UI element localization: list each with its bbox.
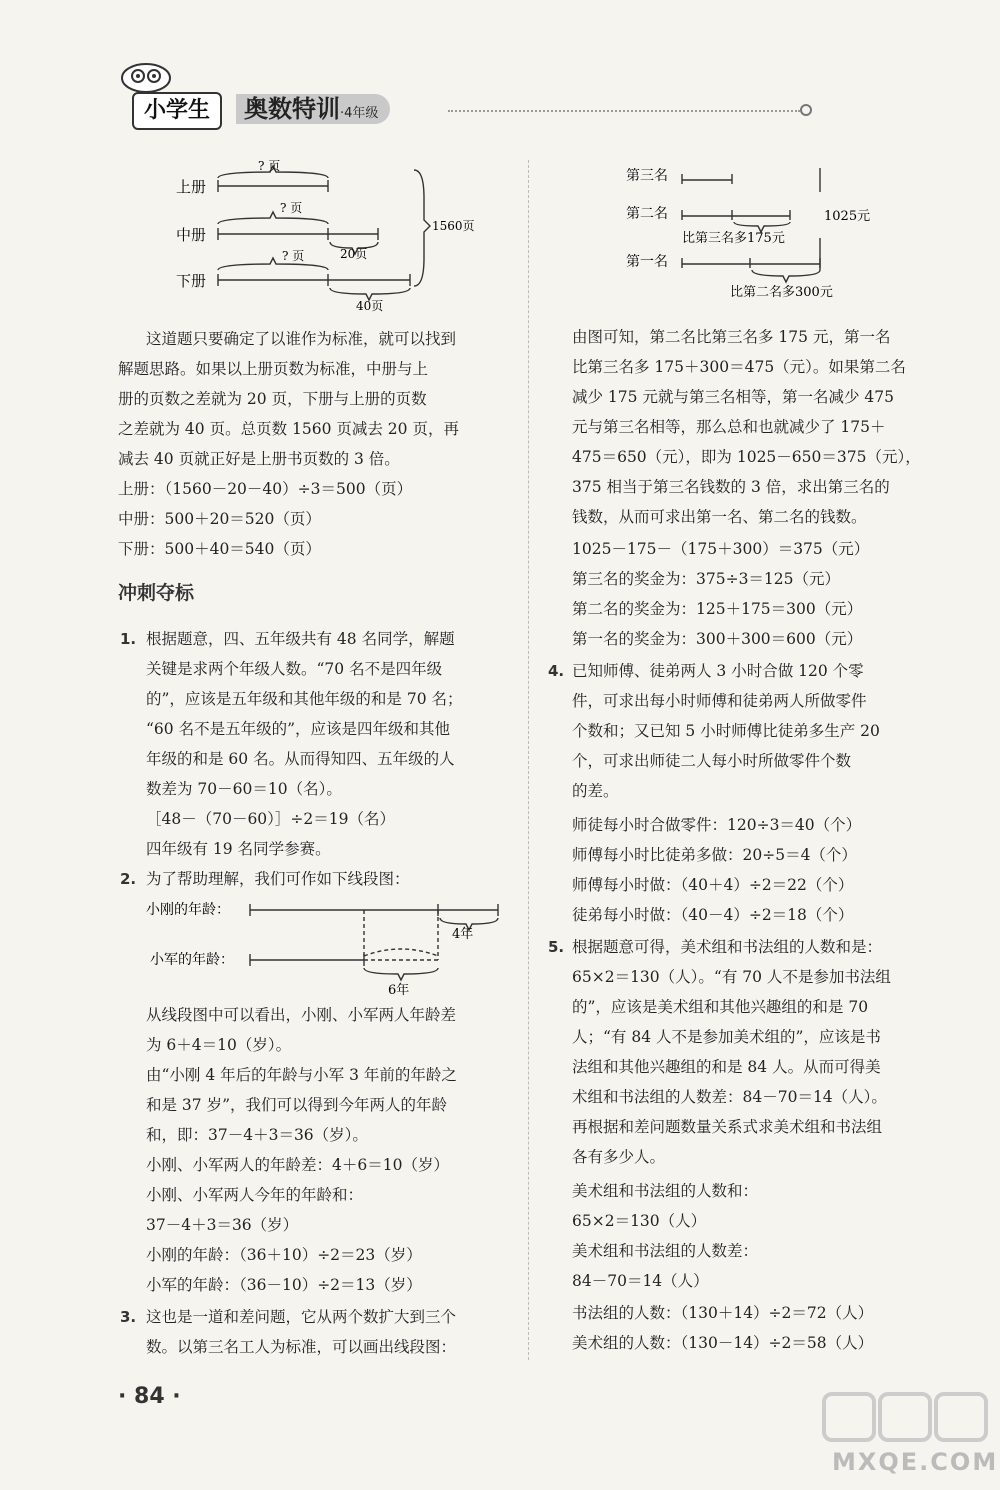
item-number: 1. (120, 630, 137, 648)
body-line: 的”，应该是美术组和其他兴趣组的和是 70 (572, 998, 869, 1016)
formula-line: 小刚、小军两人今年的年龄和： (146, 1186, 364, 1204)
body-line: 由图可知，第二名比第三名多 175 元，第一名 (572, 328, 891, 346)
body-line: 册的页数之差就为 20 页，下册与上册的页数 (118, 390, 427, 408)
header-rule-end (800, 104, 812, 116)
total-prize: 1025元 (824, 209, 871, 224)
body-line: 四年级有 19 名同学参赛。 (146, 840, 331, 858)
formula-line: 第三名的奖金为：375÷3＝125（元） (572, 570, 841, 588)
diff-175-label: 比第三名多175元 (682, 231, 785, 246)
prize-diagram (620, 158, 900, 308)
body-line: 和是 37 岁”，我们可以得到今年两人的年龄 (146, 1096, 448, 1114)
section-title: 冲刺夺标 (118, 582, 195, 604)
item-number: 2. (120, 870, 137, 888)
title-text: 奥数特训 (244, 95, 340, 123)
six-years-label: 6年 (388, 983, 410, 998)
body-line: 减去 40 页就正好是上册书页数的 3 倍。 (118, 450, 400, 468)
body-line: 已知师傅、徒弟两人 3 小时合做 120 个零 (572, 662, 864, 680)
body-line: 钱数，从而可求出第一名、第二名的钱数。 (572, 508, 867, 526)
formula-line: 师傅每小时做：（40＋4）÷2＝22（个） (572, 876, 854, 894)
formula-line: 37－4＋3＝36（岁） (146, 1216, 299, 1234)
first-place-label: 第一名 (626, 254, 668, 270)
formula-line: 上册：（1560－20－40）÷3＝500（页） (118, 480, 413, 498)
formula-line: 小刚的年龄：（36＋10）÷2＝23（岁） (146, 1246, 422, 1264)
third-place-label: 第三名 (626, 168, 668, 184)
formula-line: ［48－（70－60）］÷2＝19（名） (146, 810, 395, 828)
vol3-label: 下册 (176, 272, 207, 290)
vol1-label: 上册 (176, 178, 207, 196)
formula-line: 美术组的人数：（130－14）÷2＝58（人） (572, 1334, 874, 1352)
body-line: 各有多少人。 (572, 1148, 666, 1166)
body-line: 再根据和差问题数量关系式求美术组和书法组 (572, 1118, 883, 1136)
body-line: 减少 175 元就与第三名相等，第一名减少 475 (572, 388, 894, 406)
body-line: 件，可求出每小时师傅和徒弟两人所做零件 (572, 692, 867, 710)
owl-mascot-icon (120, 58, 172, 92)
body-line: 数差为 70－60＝10（名）。 (146, 780, 342, 798)
body-line: 人；“有 84 人不是参加美术组的”，应该是书 (572, 1028, 881, 1046)
grade-label: ·4年级 (340, 106, 379, 121)
vol1-question: ? 页 (258, 159, 281, 173)
body-line: 为 6＋4＝10（岁）。 (146, 1036, 292, 1054)
formula-line: 中册：500＋20＝520（页） (118, 510, 321, 528)
book-title (236, 94, 390, 124)
four-years-label: 4年 (452, 927, 474, 942)
body-line: 数。以第三名工人为标准，可以画出线段图： (146, 1338, 457, 1356)
xiaojun-age-label: 小军的年龄： (150, 952, 234, 968)
body-line: 这道题只要确定了以谁作为标准，就可以找到 (146, 330, 457, 348)
watermark-text: MXQE.COM (832, 1448, 999, 1476)
formula-line: 师傅每小时比徒弟多做：20÷5＝4（个） (572, 846, 857, 864)
item-number: 4. (548, 662, 565, 680)
body-line: 个，可求出师徒二人每小时所做零件个数 (572, 752, 852, 770)
page-header (118, 58, 818, 128)
body-line: 根据题意，四、五年级共有 48 名同学，解题 (146, 630, 455, 648)
ages-diagram (146, 894, 516, 998)
vol2-question: ? 页 (280, 201, 303, 215)
body-line: 375 相当于第三名钱数的 3 倍，求出第三名的 (572, 478, 890, 496)
vol3-question: ? 页 (282, 249, 305, 263)
body-line: 的”，应该是五年级和其他年级的和是 70 名； (146, 690, 463, 708)
formula-line: 书法组的人数：（130＋14）÷2＝72（人） (572, 1304, 874, 1322)
xiaogang-age-label: 小刚的年龄： (146, 902, 230, 918)
formula-line: 65×2＝130（人） (572, 1212, 707, 1230)
header-rule (448, 110, 800, 112)
formula-line: 小刚、小军两人的年龄差：4＋6＝10（岁） (146, 1156, 449, 1174)
body-line: “60 名不是五年级的”，应该是四年级和其他 (146, 720, 450, 738)
formula-line: 师徒每小时合做零件：120÷3＝40（个） (572, 816, 862, 834)
vol2-diff: 20页 (340, 247, 368, 261)
book-pages-diagram (170, 158, 500, 318)
vol3-diff: 40页 (356, 299, 384, 313)
vol2-label: 中册 (176, 226, 207, 244)
body-line: 个数和；又已知 5 小时师傅比徒弟多生产 20 (572, 722, 880, 740)
brand-label: 小学生 (132, 92, 222, 130)
body-line: 的差。 (572, 782, 619, 800)
item-number: 5. (548, 938, 565, 956)
body-line: 和，即：37－4＋3＝36（岁）。 (146, 1126, 368, 1144)
formula-line: 小军的年龄：（36－10）÷2＝13（岁） (146, 1276, 422, 1294)
body-line: 解题思路。如果以上册页数为标准，中册与上 (118, 360, 429, 378)
formula-line: 84－70＝14（人） (572, 1272, 709, 1290)
body-line: 年级的和是 60 名。从而得知四、五年级的人 (146, 750, 455, 768)
item-number: 3. (120, 1308, 137, 1326)
body-line: 为了帮助理解，我们可作如下线段图： (146, 870, 410, 888)
body-line: 由“小刚 4 年后的年龄与小军 3 年前的年龄之 (146, 1066, 457, 1084)
second-place-label: 第二名 (626, 206, 668, 222)
formula-line: 1025－175－（175＋300）＝375（元） (572, 540, 870, 558)
body-line: 这也是一道和差问题，它从两个数扩大到三个 (146, 1308, 457, 1326)
body-line: 法组和其他兴趣组的和是 84 人。从而可得美 (572, 1058, 881, 1076)
formula-line: 美术组和书法组的人数差： (572, 1242, 759, 1260)
formula-line: 徒弟每小时做：（40－4）÷2＝18（个） (572, 906, 854, 924)
formula-line: 下册：500＋40＝540（页） (118, 540, 321, 558)
formula-line: 第一名的奖金为：300＋300＝600（元） (572, 630, 863, 648)
body-line: 475＝650（元），即为 1025－650＝375（元）， (572, 448, 921, 466)
body-line: 之差就为 40 页。总页数 1560 页减去 20 页，再 (118, 420, 459, 438)
body-line: 从线段图中可以看出，小刚、小军两人年龄差 (146, 1006, 457, 1024)
formula-line: 美术组和书法组的人数和： (572, 1182, 759, 1200)
body-line: 65×2＝130（人）。“有 70 人不是参加书法组 (572, 968, 891, 986)
body-line: 根据题意可得，美术组和书法组的人数和是： (572, 938, 883, 956)
page-number: · 84 · (118, 1384, 181, 1409)
body-line: 关键是求两个年级人数。“70 名不是四年级 (146, 660, 443, 678)
column-divider (528, 160, 529, 1360)
total-pages: 1560页 (432, 219, 475, 233)
formula-line: 第二名的奖金为：125＋175＝300（元） (572, 600, 863, 618)
diff-300-label: 比第二名多300元 (730, 285, 833, 300)
body-line: 术组和书法组的人数差：84－70＝14（人）。 (572, 1088, 887, 1106)
body-line: 元与第三名相等，那么总和也就减少了 175＋ (572, 418, 886, 436)
body-line: 比第三名多 175＋300＝475（元）。如果第二名 (572, 358, 906, 376)
